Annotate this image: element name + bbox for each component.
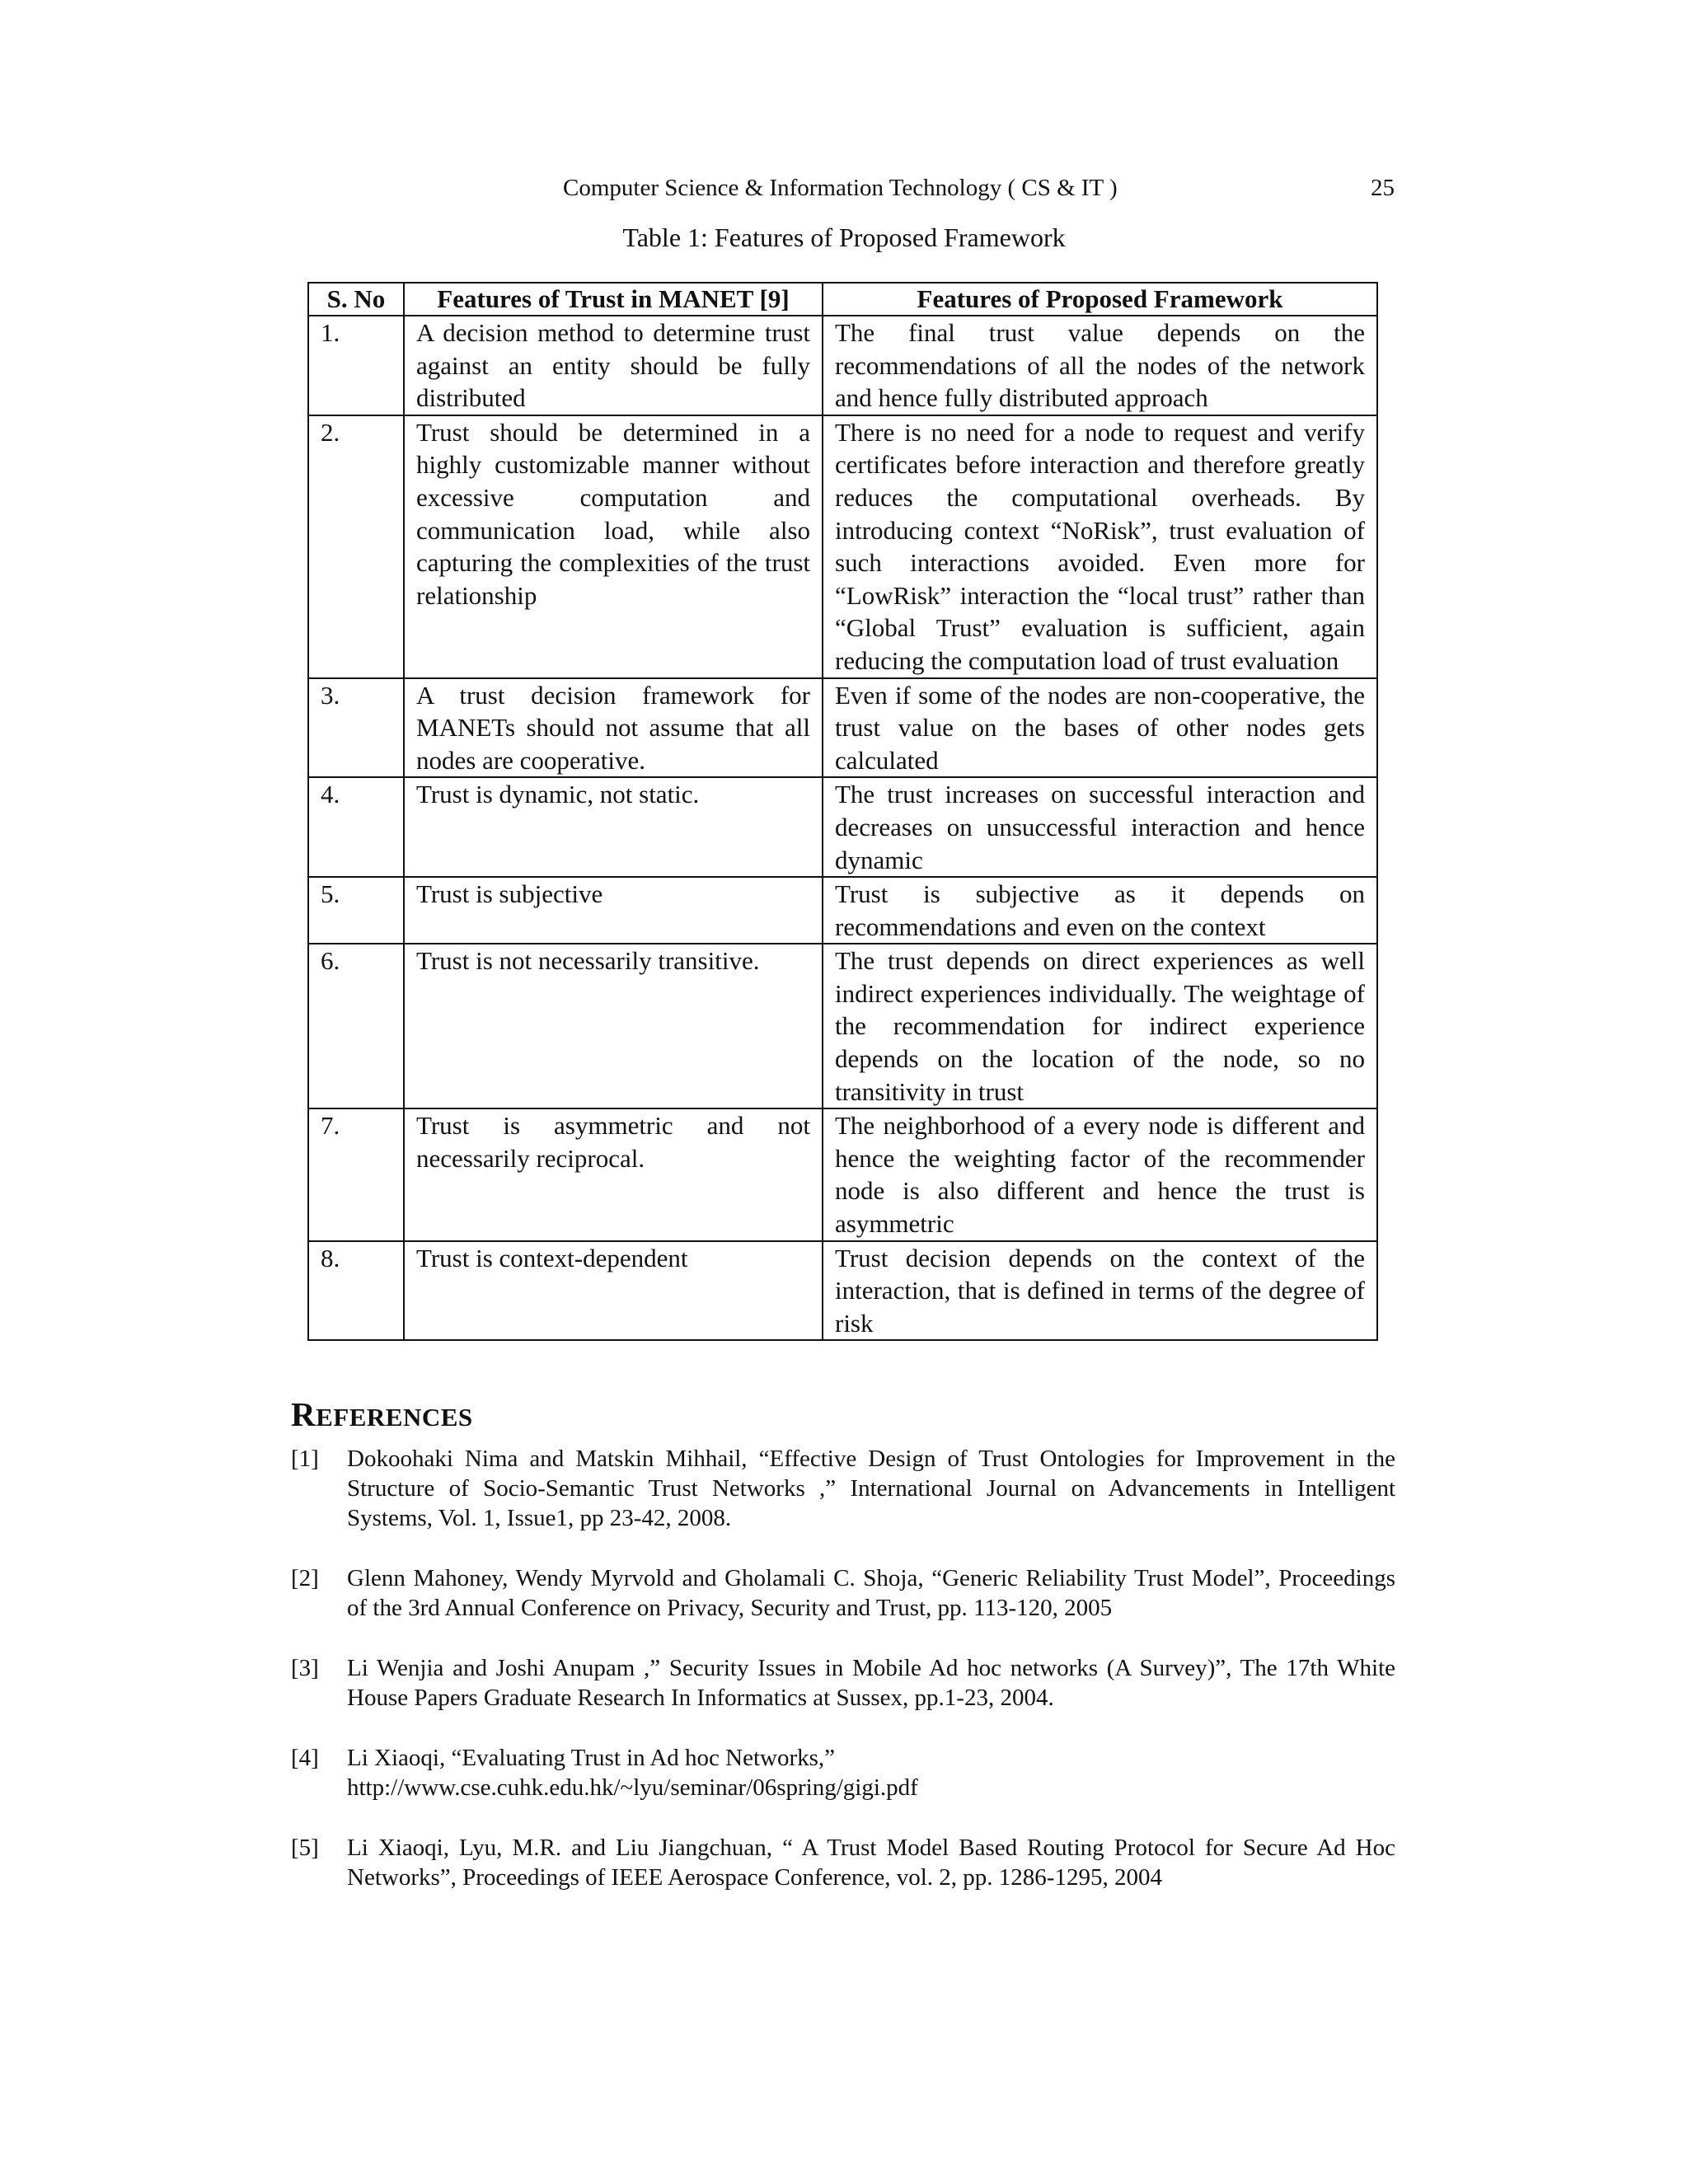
table-row [308,1241,1377,1341]
table-caption: Table 1: Features of Proposed Framework [622,223,1066,252]
reference-text: Li Xiaoqi, Lyu, M.R. and Liu Jiangchuan, “ A Trust Model Based Routing Protocol for Secure Ad Hoc Networks”, Proceedings of IEEE Aerospace Conference, vol. 2, pp. 1286-1295, 2004 [347,1835,1395,1891]
references-heading [291,1393,473,1444]
reference-item [291,1743,1395,1802]
cell-manet-feature: Trust is asymmetric and not necessarily reciprocal. [404,1108,823,1240]
cell-sno: 7. [308,1108,404,1240]
features-table [307,282,1378,1341]
reference-number: [2] [291,1565,319,1591]
column-header-manet: Features of Trust in MANET [9] [404,283,823,316]
reference-item [291,1833,1395,1892]
cell-manet-feature: Trust is context-dependent [404,1241,823,1341]
reference-number: [3] [291,1655,319,1681]
cell-manet-feature: Trust is dynamic, not static. [404,777,823,877]
reference-list [291,1444,1395,1923]
cell-manet-feature: A decision method to determine trust against an entity should be fully distributed [404,316,823,415]
page-number: 25 [1371,175,1395,201]
cell-sno: 8. [308,1241,404,1341]
reference-item [291,1653,1395,1713]
cell-proposed-feature: Even if some of the nodes are non-cooperative, the trust value on the bases of other nodes gets calculated [823,678,1377,778]
column-header-proposed: Features of Proposed Framework [823,283,1377,316]
cell-sno: 3. [308,678,404,778]
cell-manet-feature: Trust should be determined in a highly customizable manner without excessive computation and communication load, while also capturing the complexities of the trust relationship [404,415,823,678]
reference-number: [1] [291,1446,319,1472]
reference-number: [4] [291,1745,319,1771]
reference-text: Dokoohaki Nima and Matskin Mihhail, “Effective Design of Trust Ontologies for Improvement in the Structure of Socio-Semantic Trust Networks ,” International Journal on Advancements in Intelligent Systems, Vol. 1, Issue1, pp 23-42, 2008. [347,1446,1395,1531]
references-heading-rest: EFERENCES [316,1403,473,1432]
cell-sno: 1. [308,316,404,415]
cell-proposed-feature: Trust decision depends on the context of the interaction, that is defined in terms of the degree of risk [823,1241,1377,1341]
reference-number: [5] [291,1835,319,1861]
table-row [308,1108,1377,1240]
cell-proposed-feature: The trust increases on successful interaction and decreases on unsuccessful interaction and hence dynamic [823,777,1377,877]
references-heading-initial: R [291,1395,316,1433]
cell-proposed-feature: The final trust value depends on the recommendations of all the nodes of the network and hence fully distributed approach [823,316,1377,415]
cell-proposed-feature: There is no need for a node to request and verify certificates before interaction and therefore greatly reduces the computational overheads. By introducing context “NoRisk”, trust evaluation of such interactions avoided. Even more for “LowRisk” interaction the “local trust” rather than “Global Trust” evaluation is sufficient, again reducing the computation load of trust evaluation [823,415,1377,678]
reference-url: http://www.cse.cuhk.edu.hk/~lyu/seminar/06spring/gigi.pdf [347,1774,918,1801]
reference-item [291,1444,1395,1533]
cell-manet-feature: Trust is subjective [404,877,823,944]
table-row [308,877,1377,944]
journal-title: Computer Science & Information Technology ( CS & IT ) [563,175,1118,201]
table-row [308,777,1377,877]
table-row [308,415,1377,678]
table-header-row [308,283,1377,316]
cell-sno: 5. [308,877,404,944]
table-row [308,316,1377,415]
table-row [308,678,1377,778]
cell-sno: 4. [308,777,404,877]
cell-sno: 2. [308,415,404,678]
cell-proposed-feature: The trust depends on direct experiences as well indirect experiences individually. The weightage of the recommendation for indirect experience depends on the location of the node, so no transitivity in trust [823,944,1377,1108]
running-header [0,171,1688,204]
cell-manet-feature: Trust is not necessarily transitive. [404,944,823,1108]
cell-proposed-feature: Trust is subjective as it depends on recommendations and even on the context [823,877,1377,944]
column-header-sno: S. No [308,283,404,316]
cell-sno: 6. [308,944,404,1108]
reference-text: Li Wenjia and Joshi Anupam ,” Security Issues in Mobile Ad hoc networks (A Survey)”, The 17th White House Papers Graduate Research In Informatics at Sussex, pp.1-23, 2004. [347,1655,1395,1711]
cell-proposed-feature: The neighborhood of a every node is different and hence the weighting factor of the recommender node is also different and hence the trust is asymmetric [823,1108,1377,1240]
reference-item [291,1563,1395,1623]
reference-text: Li Xiaoqi, “Evaluating Trust in Ad hoc Networks,” [347,1745,836,1771]
cell-manet-feature: A trust decision framework for MANETs should not assume that all nodes are cooperative. [404,678,823,778]
reference-text: Glenn Mahoney, Wendy Myrvold and Gholamali C. Shoja, “Generic Reliability Trust Model”, Proceedings of the 3rd Annual Conference on Privacy, Security and Trust, pp. 113-120, 2005 [347,1565,1395,1621]
table-row [308,944,1377,1108]
